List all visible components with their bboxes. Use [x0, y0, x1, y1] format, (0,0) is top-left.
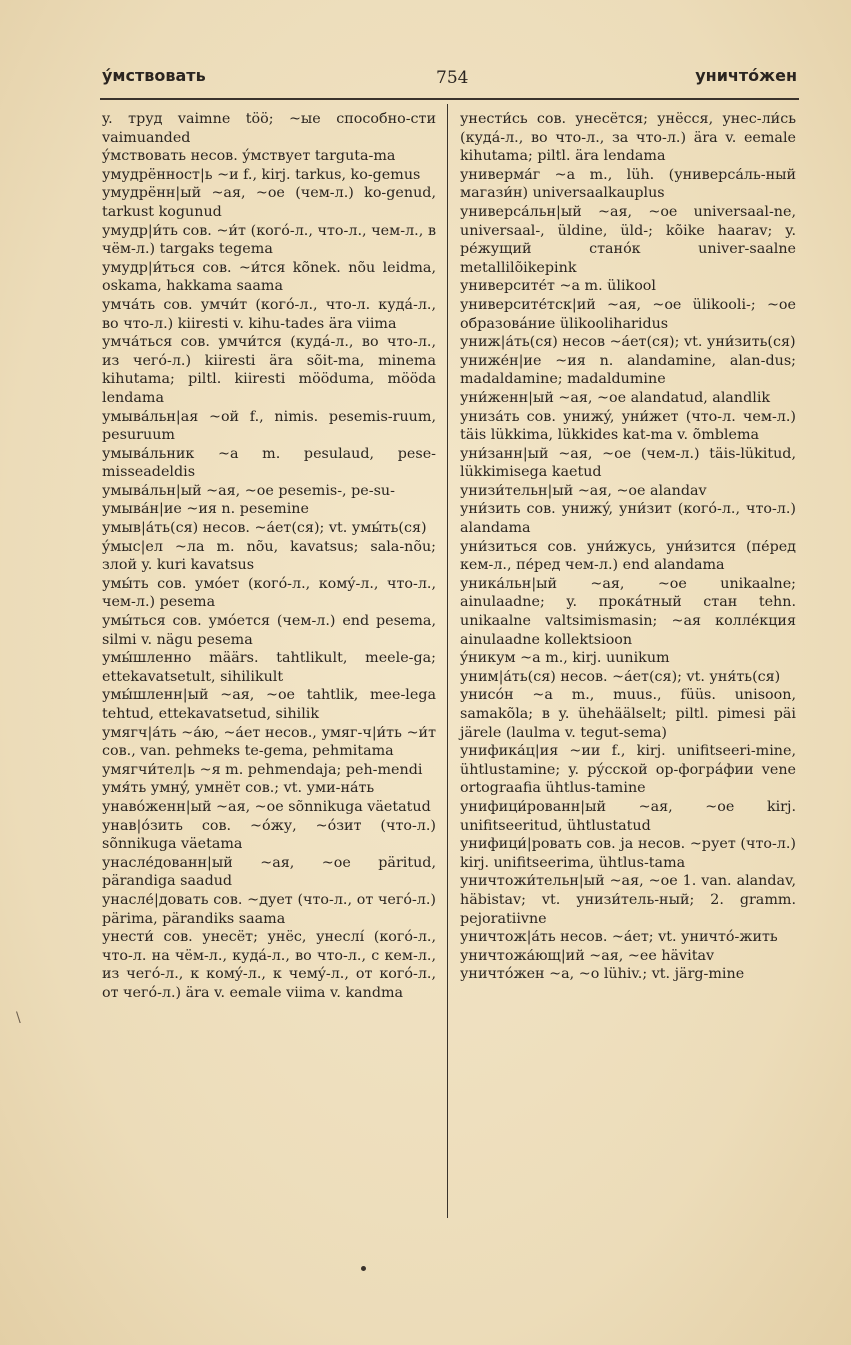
dictionary-entry: уни́женн|ый ~ая, ~ое alandatud, alandlik — [460, 389, 771, 406]
dictionary-entry: умягч|а́ть ~а́ю, ~а́ет несов., умяг-ч|и́ть ~и́т сов., van. pehmeks te-gema, pehmitama — [102, 724, 436, 760]
left-running-headword: ýмствовать — [102, 66, 206, 85]
dictionary-entry: ýмствовать несов. ýмствует targuta-ma — [102, 148, 396, 165]
dictionary-entry: умыва́льник ~а m. pesulaud, pese-misseadeldis — [102, 445, 436, 481]
dictionary-entry: униж|а́ть(ся) несов ~а́ет(ся); vt. уни́зить(ся) — [460, 334, 796, 351]
dictionary-entry: университе́тск|ий ~ая, ~ое ülikooli-; ~ое образовáние ülikooliharidus — [460, 296, 796, 332]
dictionary-entry: уни́зить сов. унижý, уни́зит (когó-л., что-л.) alandama — [460, 501, 796, 537]
dictionary-entry: унизи́тельн|ый ~ая, ~ое alandav — [460, 482, 707, 499]
dictionary-entry: уничтожи́тельн|ый ~ая, ~ое 1. van. alandav, häbistav; vt. унизи́тель-ный; 2. gramm. pejoratiivne — [460, 873, 796, 927]
dictionary-entry: уничтожа́ющ|ий ~ая, ~ее hävitav — [460, 947, 715, 964]
dictionary-entry: унисóн ~а m., muus., füüs. unisoon, samakõla; в y. ühehäälselt; piltl. pimesi päi järele (laulma v. tegut-sema) — [460, 687, 796, 741]
dictionary-entry: унифици́|ровать сов. ja несов. ~рует (что-л.) kirj. unifitseerima, ühtlus-tama — [460, 836, 796, 871]
dictionary-entry: умы́ть сов. умóет (когó-л., комý-л., что-л., чем-л.) pesema — [102, 575, 436, 611]
dictionary-entry: унасле́|довать сов. ~дует (что-л., от чегó-л.) pärima, pärandiks saama — [102, 891, 436, 927]
column-divider — [447, 104, 448, 1218]
dictionary-entry: унифика́ц|ия ~ии f., kirj. unifitseeri-mine, ühtlustamine; y. рýсской ор-фогрáфии vene ortograafia ühtlus-tamine — [460, 743, 796, 797]
left-column — [102, 110, 436, 1003]
dictionary-entry: умудрённ|ый ~ая, ~ое (чем-л.) ko-genud, tarkust kogunud — [102, 185, 436, 220]
header-rule — [100, 98, 799, 100]
dictionary-entry: унести́сь сов. унесётся; унёсся, унес-ли́сь (кудá-л., во что-л., за что-л.) ära v. eemale kihutama; piltl. ära lendama — [460, 111, 796, 165]
page-number: 754 — [436, 68, 469, 88]
dictionary-entry: универма́г ~а m., lüh. (универса́ль-ный магази́н) universaalkauplus — [460, 166, 796, 202]
dictionary-entry: университе́т ~а m. ülikool — [460, 278, 656, 295]
dictionary-entry: y. труд vaimne töö; ~ые способно-сти vaimuanded — [102, 111, 436, 146]
ink-dot — [361, 1266, 366, 1271]
dictionary-entry: ýникум ~а m., kirj. uunikum — [460, 650, 670, 667]
dictionary-entry: ýмыс|ел ~ла m. nõu, kavatsus; sala-nõu; злой y. kuri kavatsus — [102, 538, 436, 574]
dictionary-entry: умыв|а́ть(ся) несов. ~а́ет(ся); vt. умы́ть(ся) — [102, 520, 427, 537]
dictionary-entry: умудрённост|ь ~и f., kirj. tarkus, ko-gemus — [102, 166, 421, 183]
dictionary-entry: умы́ться сов. умóется (чем-л.) end pesema, silmi v. nägu pesema — [102, 613, 436, 648]
dictionary-entry: умягчи́тел|ь ~я m. pehmendaja; peh-mendi — [102, 761, 423, 778]
dictionary-entry: умы́шленно määrs. tahtlikult, meele-ga; ettekavatsetult, sihilikult — [102, 650, 436, 685]
dictionary-entry: универса́льн|ый ~ая, ~ое universaal-ne, universaal-, üldine, üld-; kõike haarav; y. ре́жущий станóк univer-saalne metallilõikepink — [460, 203, 796, 276]
dictionary-entry: унавóженн|ый ~ая, ~ое sõnnikuga väetatud — [102, 798, 431, 815]
dictionary-entry: умудр|и́ть сов. ~и́т (когó-л., что-л., чем-л., в чём-л.) targaks tegema — [102, 222, 436, 258]
dictionary-entry: уним|а́ть(ся) несов. ~а́ет(ся); vt. уня́ть(ся) — [460, 668, 781, 685]
dictionary-entry: униже́н|ие ~ия n. alandamine, alan-dus; madaldamine; madaldumine — [460, 352, 796, 388]
dictionary-entry: умя́ть умнý, умнёт сов.; vt. уми-на́ть — [102, 780, 375, 797]
right-column — [460, 110, 796, 984]
dictionary-entry: униза́ть сов. унижý, уни́жет (что-л. чем-л.) täis lükkima, lükkides kat-ma v. õmblema — [460, 408, 796, 444]
dictionary-entry: унав|óзить сов. ~óжу, ~óзит (что-л.) sõnnikuga väetama — [102, 817, 436, 853]
right-running-headword: уничтóжен — [695, 66, 797, 85]
dictionary-entry: унести́ сов. унесёт; унёс, унеслí (когó-л., что-л. на чём-л., кудá-л., во что-л., с кем-л., из чегó-л., к комý-л., к чемý-л., от когó-л., от чегó-л.) ära v. eemale viima v. kandma — [102, 929, 436, 1001]
dictionary-entry: умча́ться сов. умчи́тся (кудá-л., во что-л., из чегó-л.) kiiresti ära sõit-ma, minema kihutama; piltl. kiiresti mööduma, mööda lendama — [102, 334, 436, 406]
dictionary-entry: уни́зиться сов. уни́жусь, уни́зится (пе́ред кем-л., пе́ред чем-л.) end alandama — [460, 538, 796, 574]
dictionary-entry: уни́занн|ый ~ая, ~ое (чем-л.) täis-lükitud, lükkimisega kaetud — [460, 445, 796, 481]
dictionary-entry: унифици́рованн|ый ~ая, ~ое kirj. unifitseeritud, ühtlustatud — [460, 798, 796, 834]
dictionary-entry: унасле́дованн|ый ~ая, ~ое päritud, pärandiga saadud — [102, 854, 436, 890]
dictionary-entry: умы́шленн|ый ~ая, ~ое tahtlik, mee-lega tehtud, ettekavatsetud, sihilik — [102, 687, 436, 722]
dictionary-entry: умудр|и́ться сов. ~и́тся kõnek. nõu leidma, oskama, hakkama saama — [102, 259, 436, 295]
margin-mark: \ — [16, 1010, 21, 1026]
dictionary-entry: уничтóжен ~а, ~о lühiv.; vt. järg-mine — [460, 966, 745, 983]
dictionary-entry: умча́ть сов. умчи́т (когó-л., что-л. кудá-л., во что-л.) kiiresti v. kihu-tades ära viima — [102, 296, 436, 332]
dictionary-entry: уничтож|а́ть несов. ~а́ет; vt. уничтó-жить — [460, 929, 778, 946]
dictionary-entry: умыва́н|ие ~ия n. pesemine — [102, 501, 309, 518]
dictionary-entry: умыва́льн|ая ~ой f., nimis. pesemis-ruum, pesuruum — [102, 408, 436, 444]
page-header — [102, 66, 797, 96]
dictionary-entry: уника́льн|ый ~ая, ~ое unikaalne; ainulaadne; y. прокáтный стан tehn. unikaalne valtsimismasin; ~ая коллéкция ainulaadne kollektsioon — [460, 575, 796, 648]
dictionary-entry: умыва́льн|ый ~ая, ~ое pesemis-, pe-su- — [102, 482, 395, 499]
